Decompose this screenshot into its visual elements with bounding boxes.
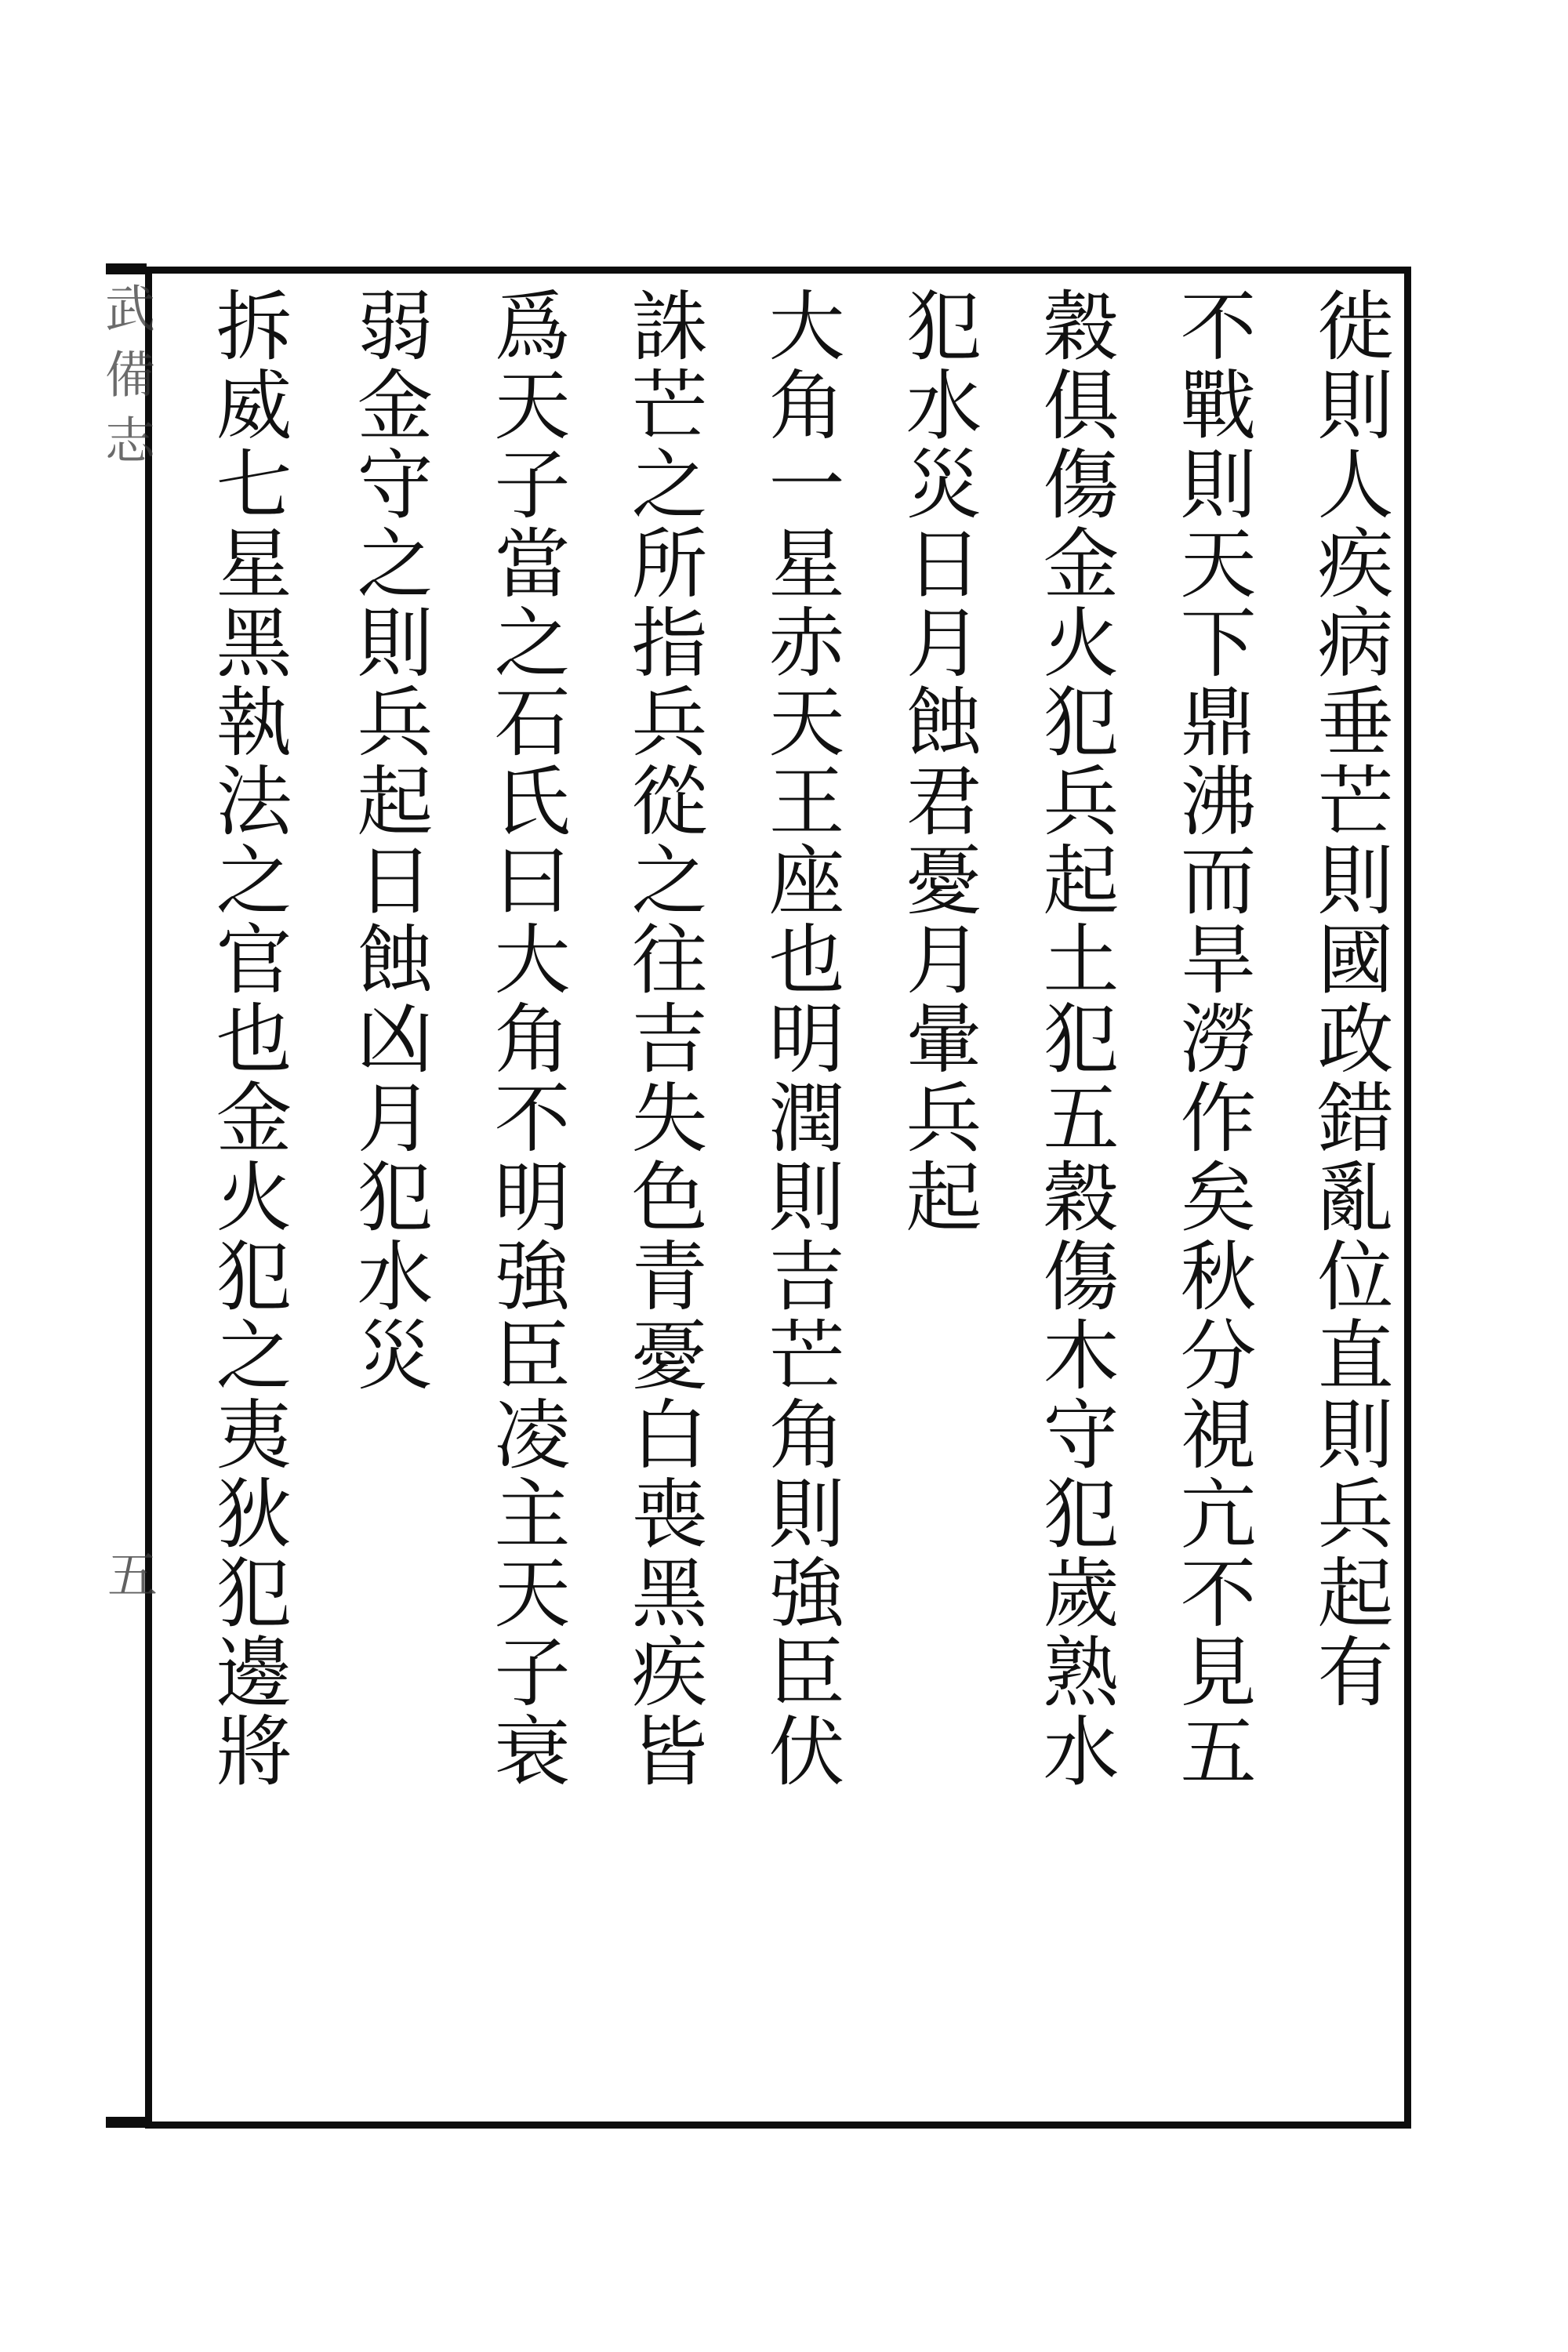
text-columns [192,286,1393,2121]
text-column-4: 犯水災日月蝕君憂月暈兵起 [893,286,982,1236]
margin-title: 武備志 [96,282,154,480]
margin-page-number: 五 [99,1548,157,1599]
frame-notch-bottom [106,2117,147,2128]
text-column-9: 拆威七星黑執法之官也金火犯之夷狄犯邊將 [203,286,292,1791]
text-column-2: 不戰則天下鼎沸而旱澇作矣秋分視亢不見五 [1167,286,1256,1791]
text-column-6: 誅芒之所指兵從之往吉失色青憂白喪黑疾皆 [619,286,707,1791]
frame-notch-top [106,263,147,274]
text-column-1: 徙則人疾病垂芒則國政錯亂位直則兵起有 [1305,286,1393,1711]
text-column-3: 穀俱傷金火犯兵起土犯五穀傷木守犯歲熟水 [1030,286,1119,1791]
text-column-5: 大角一星赤天王座也明潤則吉芒角則強臣伏 [756,286,844,1791]
text-column-8: 弱金守之則兵起日蝕凶月犯水災 [344,286,433,1395]
text-column-7: 爲天子當之石氏曰大角不明強臣凌主天子衰 [481,286,570,1791]
